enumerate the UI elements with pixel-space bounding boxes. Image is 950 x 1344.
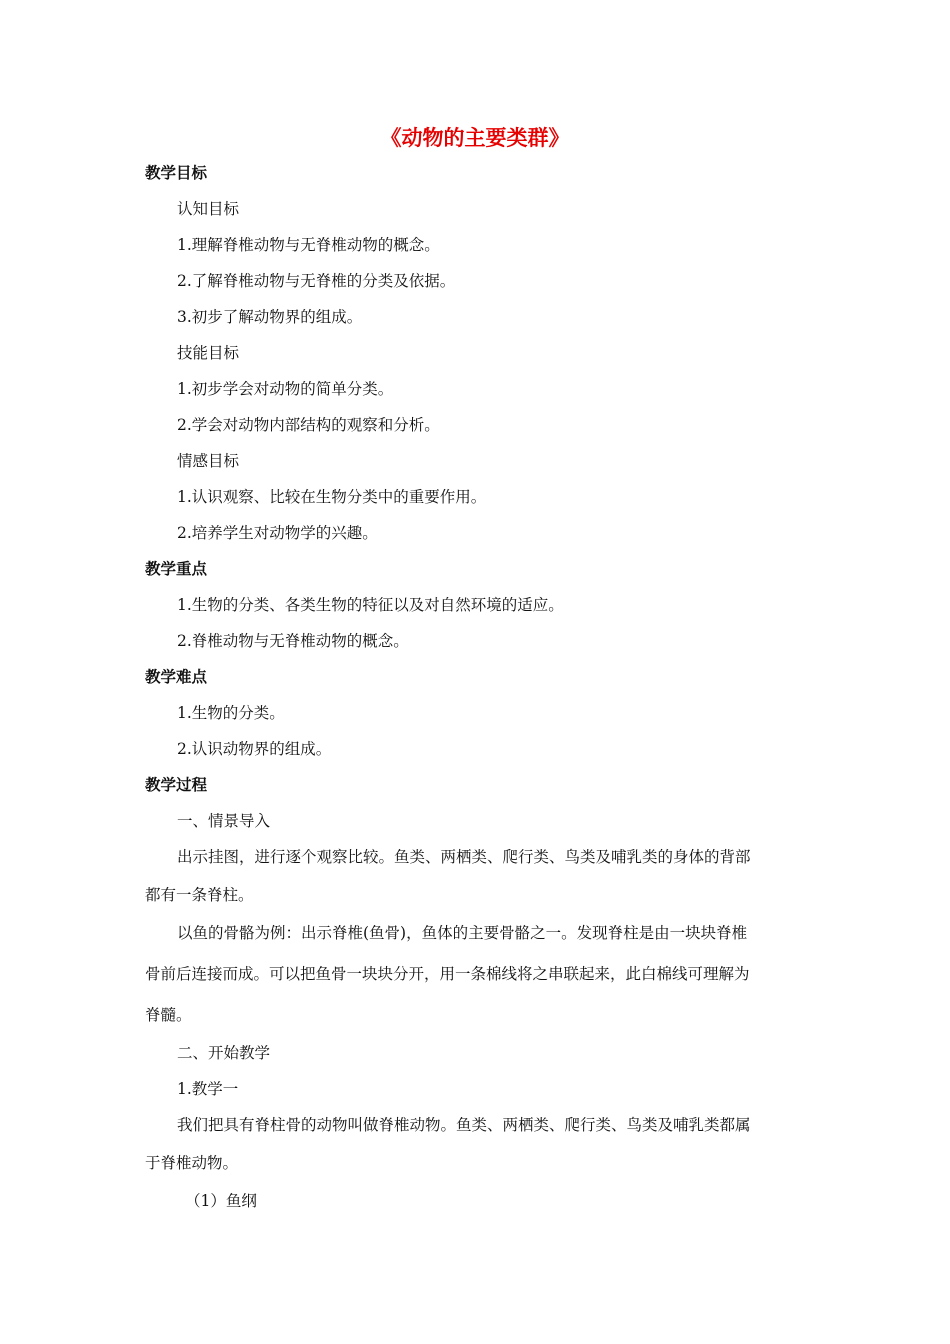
text-line: 1.生物的分类、各类生物的特征以及对自然环境的适应。 <box>177 596 564 614</box>
text-line: 骨前后连接而成。可以把鱼骨一块块分开，用一条棉线将之串联起来，此白棉线可理解为 <box>145 965 750 983</box>
section-heading: 教学过程 <box>145 776 208 794</box>
section-heading: 教学难点 <box>145 668 208 686</box>
text-line: 认知目标 <box>177 200 240 218</box>
text-line: 3.初步了解动物界的组成。 <box>177 308 363 326</box>
text-line: 2.了解脊椎动物与无脊椎的分类及依据。 <box>177 272 456 290</box>
text-line: 1.理解脊椎动物与无脊椎动物的概念。 <box>177 236 440 254</box>
section-heading: 教学目标 <box>145 164 208 182</box>
text-line: 二、开始教学 <box>177 1044 271 1062</box>
text-line: 一、情景导入 <box>177 812 271 830</box>
text-line: （1）鱼纲 <box>185 1192 257 1210</box>
text-line: 2.认识动物界的组成。 <box>177 740 332 758</box>
text-line: 脊髓。 <box>145 1006 192 1024</box>
text-line: 1.初步学会对动物的简单分类。 <box>177 380 394 398</box>
text-line: 出示挂图，进行逐个观察比较。鱼类、两栖类、爬行类、鸟类及哺乳类的身体的背部 <box>177 848 751 866</box>
text-line: 我们把具有脊柱骨的动物叫做脊椎动物。鱼类、两栖类、爬行类、鸟类及哺乳类都属 <box>177 1116 751 1134</box>
text-line: 1.教学一 <box>177 1080 239 1098</box>
text-line: 1.生物的分类。 <box>177 704 285 722</box>
text-line: 都有一条脊柱。 <box>145 886 254 904</box>
text-line: 情感目标 <box>177 452 240 470</box>
text-line: 以鱼的骨骼为例：出示脊椎(鱼骨)，鱼体的主要骨骼之一。发现脊柱是由一块块脊椎 <box>177 924 748 942</box>
document-title: 《动物的主要类群》 <box>380 126 570 150</box>
text-line: 1.认识观察、比较在生物分类中的重要作用。 <box>177 488 487 506</box>
text-line: 于脊椎动物。 <box>145 1154 239 1172</box>
text-line: 2.学会对动物内部结构的观察和分析。 <box>177 416 440 434</box>
section-heading: 教学重点 <box>145 560 208 578</box>
text-line: 技能目标 <box>177 344 240 362</box>
text-line: 2.培养学生对动物学的兴趣。 <box>177 524 378 542</box>
text-line: 2.脊椎动物与无脊椎动物的概念。 <box>177 632 409 650</box>
